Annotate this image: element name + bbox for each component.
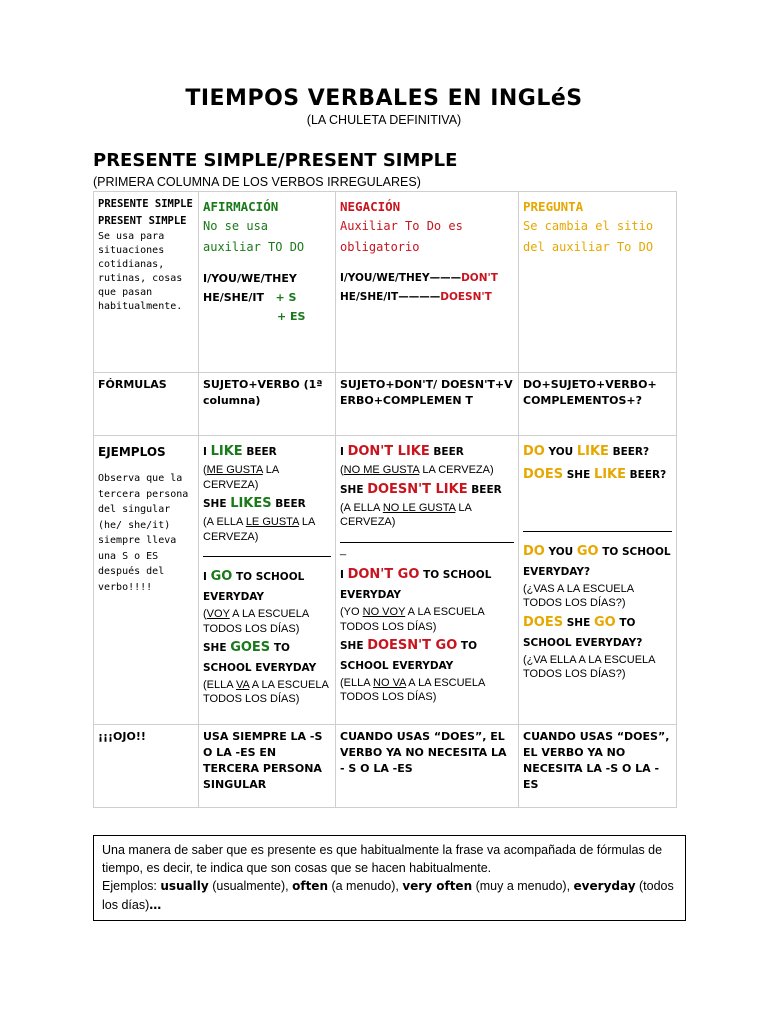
example-verb: GOES <box>230 639 271 655</box>
grammar-table <box>93 191 677 808</box>
formula-affirmation: SUJETO+VERBO (1ª columna) <box>199 373 336 436</box>
example-word: I <box>340 568 344 581</box>
example-word: I <box>203 446 207 458</box>
example-word: SHE <box>340 639 364 652</box>
negation-note: Auxiliar To Do es obligatorio <box>340 219 463 254</box>
section-title: PRESENTE SIMPLE/PRESENT SIMPLE <box>93 150 458 171</box>
affirmation-suffix-s: + S <box>275 291 297 305</box>
example-word: SHE <box>566 469 591 482</box>
page-title: TIEMPOS VERBALES EN INGLéS <box>185 86 583 111</box>
note-text: Ejemplos: <box>102 879 161 894</box>
example-word: I <box>340 446 344 458</box>
note-text: (muy a menudo), <box>472 879 574 894</box>
translation-text: LA CERVEZA) <box>203 516 315 543</box>
cell-examples-negation: I DON'T LIKE BEER (NO ME GUSTA LA CERVEZA) SHE DOESN'T LIKE BEER (A ELLA NO LE GUSTA LA CERVEZA) _ I DON'T GO TO SCHOOL EVERYDAY (YO NO VOY A LA ESCUELA TODOS LOS DÍAS) SHE DOESN'T GO TO SCHOOL EVERYDAY (ELLA NO VA A LA ESCUELA TODOS LOS DÍAS) <box>336 436 519 725</box>
negation-dont: DON'T <box>461 271 498 284</box>
formula-negation: SUJETO+DON'T/ DOESN'T+VERBO+COMPLEMEN T <box>336 373 519 436</box>
note-box <box>93 835 686 921</box>
translation-underlined: VA <box>236 679 250 692</box>
translation-text: A LA ESCUELA TODOS LOS DÍAS) <box>203 608 309 635</box>
example-auxiliary: DOES <box>523 614 564 630</box>
example-word: BEER <box>471 483 502 496</box>
note-examples <box>102 877 677 914</box>
translation-text: (¿VAS A LA ESCUELA TODOS LOS DÍAS?) <box>523 583 634 610</box>
examples-label: EJEMPLOS <box>98 445 166 459</box>
tense-description: Se usa para situaciones cotidianas, rutinas, cosas que pasan habitualmente. <box>98 230 183 312</box>
example-verb: LIKE <box>576 444 609 459</box>
example-word: TO SCHOOL EVERYDAY? <box>523 616 643 650</box>
warning-negation: CUANDO USAS “DOES”, EL VERBO YA NO NECESITA LA - S O LA -ES <box>336 725 519 808</box>
note-text: Una manera de saber que es presente es que habitualmente la frase va acompañada de fórmulas de tiempo, es decir, te indica que son cosas que se hacen habitualmente. <box>102 843 663 876</box>
example-verb: GO <box>576 543 599 559</box>
affirmation-subjects-plural: I/YOU/WE/THEY <box>203 271 297 285</box>
translation-underlined: LE GUSTA <box>245 516 299 529</box>
translation-underlined: NO ME GUSTA <box>343 464 420 477</box>
example-word: TO SCHOOL EVERYDAY <box>203 641 317 675</box>
translation-underlined: NO VOY <box>362 606 406 619</box>
cell-negation <box>336 192 519 373</box>
affirmation-suffix-es: + ES <box>277 310 306 324</box>
warning-affirmation: USA SIEMPRE LA -S O LA -ES EN TERCERA PERSONA SINGULAR <box>199 725 336 808</box>
example-word: TO SCHOOL EVERYDAY <box>340 639 477 673</box>
cell-examples-label <box>94 436 199 725</box>
example-auxiliary: DOES <box>523 467 564 483</box>
negation-heading: NEGACIÓN <box>340 199 401 214</box>
translation-text: A LA ESCUELA TODOS LOS DÍAS) <box>340 677 485 704</box>
example-word: SHE <box>203 641 227 654</box>
note-ellipsis: … <box>149 897 162 912</box>
example-auxiliary: DO <box>523 444 545 459</box>
example-word: BEER <box>246 446 277 458</box>
cell-intro-label <box>94 192 199 373</box>
negation-subjects-plural: I/YOU/WE/THEY——— <box>340 271 462 284</box>
example-verb: DON'T GO <box>347 566 420 582</box>
example-word: TO SCHOOL EVERYDAY <box>203 570 305 604</box>
cell-examples-affirmation: I LIKE BEER (ME GUSTA LA CERVEZA) SHE LIKES BEER (A ELLA LE GUSTA LA CERVEZA) I GO TO SCHOOL EVERYDAY (VOY A LA ESCUELA TODOS LOS DÍAS) SHE GOES TO SCHOOL EVERYDAY (ELLA VA A LA ESCUELA TODOS LOS DÍAS) <box>199 436 336 725</box>
table-row-intro <box>94 192 677 373</box>
example-verb: DOESN'T LIKE <box>367 481 468 497</box>
example-word: BEER <box>433 446 464 458</box>
example-verb: GO <box>593 614 616 630</box>
example-word: I <box>203 570 207 583</box>
example-verb: LIKES <box>230 495 272 511</box>
cell-question <box>519 192 677 373</box>
example-verb: DOESN'T GO <box>367 637 458 653</box>
translation-text: (A ELLA <box>340 502 383 515</box>
note-keyword: usually <box>160 879 209 894</box>
example-word: TO SCHOOL EVERYDAY <box>340 568 492 602</box>
example-auxiliary: DO <box>523 543 545 559</box>
example-word: SHE <box>566 616 591 629</box>
example-word: TO SCHOOL EVERYDAY? <box>523 545 671 579</box>
cell-affirmation <box>199 192 336 373</box>
translation-text: LA CERVEZA) <box>340 502 472 529</box>
negation-doesnt: DOESN'T <box>440 290 492 303</box>
translation-underlined: NO VA <box>373 677 406 690</box>
divider-tail: _ <box>340 543 347 556</box>
example-verb: DON'T LIKE <box>347 444 430 459</box>
question-note: Se cambia el sitio del auxiliar To DO <box>523 219 654 254</box>
translation-text: A LA ESCUELA TODOS LOS DÍAS) <box>203 679 329 706</box>
table-row-warning <box>94 725 677 808</box>
warning-question: CUANDO USAS “DOES”, EL VERBO YA NO NECESITA LA -S O LA - ES <box>519 725 677 808</box>
note-text: (todos los días) <box>102 879 674 912</box>
examples-note: Observa que la tercera persona del singular (he/ she/it) siempre lleva una S o ES después del verbo!!!! <box>98 473 189 593</box>
example-word: YOU <box>548 545 574 558</box>
translation-underlined: NO LE GUSTA <box>382 502 456 515</box>
example-word: BEER <box>275 497 306 510</box>
translation-text: (ELLA <box>203 679 237 692</box>
translation-underlined: VOY <box>206 608 230 621</box>
example-word: YOU <box>548 446 574 458</box>
translation-text: (ELLA <box>340 677 374 690</box>
formulas-label: FÓRMULAS <box>94 373 199 436</box>
divider-line <box>203 546 331 557</box>
translation-text: (¿VA ELLA A LA ESCUELA TODOS LOS DÍAS?) <box>523 653 655 681</box>
note-text: (usualmente), <box>208 879 293 894</box>
example-word: SHE <box>203 497 227 510</box>
divider-line <box>340 532 514 543</box>
example-word: SHE <box>340 483 364 496</box>
note-text: (a menudo), <box>328 879 403 894</box>
translation-text: (A ELLA <box>203 516 246 529</box>
example-word: BEER? <box>612 446 650 458</box>
translation-text: LA CERVEZA) <box>419 464 494 477</box>
affirmation-note: No se usa auxiliar TO DO <box>203 219 305 254</box>
formula-question: DO+SUJETO+VERBO+ COMPLEMENTOS+? <box>519 373 677 436</box>
section-subtitle: (PRIMERA COLUMNA DE LOS VERBOS IRREGULARES) <box>93 175 421 189</box>
divider-line <box>523 521 672 532</box>
table-row-examples <box>94 436 677 725</box>
translation-text: LA CERVEZA) <box>203 464 279 491</box>
translation-underlined: ME GUSTA <box>206 464 263 477</box>
question-heading: PREGUNTA <box>523 199 584 214</box>
note-keyword: everyday <box>573 879 636 894</box>
page-subtitle: (LA CHULETA DEFINITIVA) <box>306 113 462 127</box>
example-verb: LIKE <box>210 444 243 459</box>
negation-subjects-third: HE/SHE/IT———— <box>340 290 441 303</box>
affirmation-subjects-third: HE/SHE/IT <box>203 291 264 305</box>
example-verb: LIKE <box>593 467 627 483</box>
note-keyword: very often <box>402 879 473 894</box>
translation-text: (YO <box>340 606 363 619</box>
example-word: BEER? <box>629 469 667 482</box>
affirmation-heading: AFIRMACIÓN <box>203 199 279 214</box>
cell-examples-question <box>519 436 677 725</box>
warning-label: ¡¡¡OJO!! <box>94 725 199 808</box>
tense-name: PRESENTE SIMPLE PRESENT SIMPLE <box>98 198 193 227</box>
table-row-formulas <box>94 373 677 436</box>
note-keyword: often <box>292 879 328 894</box>
translation-text: A LA ESCUELA TODOS LOS DÍAS) <box>340 606 485 633</box>
example-verb: GO <box>210 568 233 584</box>
